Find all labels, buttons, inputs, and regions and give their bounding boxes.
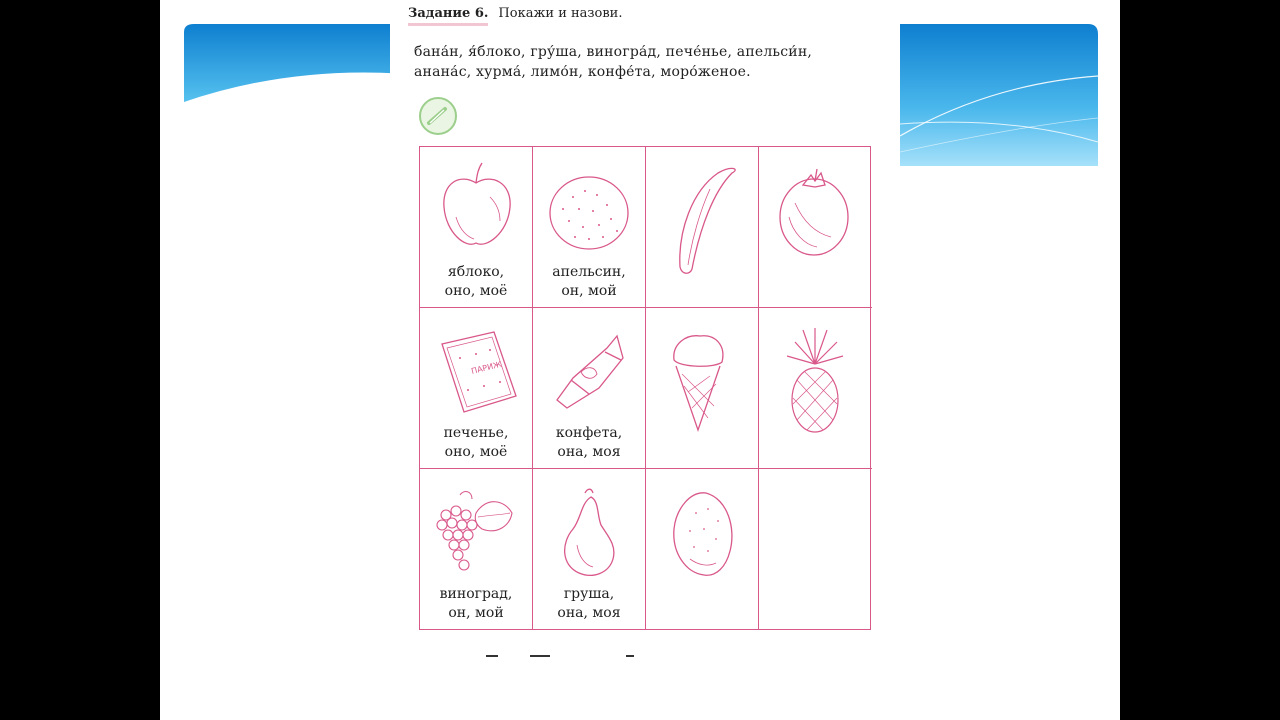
- caption-cookie-pronouns: оно, моё: [444, 444, 508, 460]
- caption-orange: [533, 263, 645, 301]
- caption-cookie: [420, 424, 532, 462]
- grid-cell-cookie: [420, 308, 533, 469]
- orange-icon: [533, 147, 646, 263]
- caption-candy: [533, 424, 645, 462]
- word-list-line-2: анана́с, хурма́, лимо́н, конфе́та, моро́женое.: [414, 64, 751, 80]
- ice-cream-icon: [646, 308, 759, 469]
- textbook-page: [390, 0, 900, 720]
- caption-candy-word: конфета,: [555, 425, 623, 441]
- grid-cell-banana: [646, 147, 759, 308]
- grid-cell-pear: [533, 469, 646, 630]
- caption-pear-word: груша,: [563, 586, 615, 602]
- caption-orange-pronouns: он, мой: [561, 283, 617, 299]
- pineapple-icon: [759, 308, 872, 469]
- caption-apple: [420, 263, 532, 301]
- caption-grapes: [420, 585, 532, 623]
- caption-cookie-word: печенье,: [443, 425, 509, 441]
- grid-cell-pineapple: [759, 308, 872, 469]
- grid-cell-grapes: [420, 469, 533, 630]
- caption-orange-word: апельсин,: [552, 264, 626, 280]
- task-heading: [408, 6, 622, 26]
- svg-text:ПАРИЖ: ПАРИЖ: [470, 359, 503, 376]
- word-list: [414, 42, 812, 82]
- slide: [160, 0, 1120, 720]
- cropped-text-fragment: [530, 655, 550, 657]
- grid-cell-orange: [533, 147, 646, 308]
- listen-badge-icon: [418, 96, 458, 136]
- caption-grapes-word: виноград,: [439, 586, 513, 602]
- caption-grapes-pronouns: он, мой: [448, 605, 504, 621]
- task-instruction: Покажи и назови.: [498, 6, 623, 21]
- grid-cell-candy: [533, 308, 646, 469]
- grid-cell-empty: [759, 469, 872, 630]
- grapes-icon: [420, 469, 533, 585]
- grid-cell-lemon: [646, 469, 759, 630]
- caption-apple-word: яблоко,: [447, 264, 505, 280]
- lemon-icon: [646, 469, 759, 630]
- caption-apple-pronouns: оно, моё: [444, 283, 508, 299]
- grid-cell-apple: [420, 147, 533, 308]
- cookie-icon: [420, 308, 533, 424]
- grid-cell-persimmon: [759, 147, 872, 308]
- persimmon-icon: [759, 147, 872, 263]
- blue-wave-decoration-right: [900, 24, 1098, 166]
- grid-cell-ice-cream: [646, 308, 759, 469]
- banana-icon: [646, 147, 759, 308]
- apple-icon: [420, 147, 533, 263]
- task-number: Задание 6.: [408, 6, 488, 26]
- cropped-text-fragment: [486, 655, 498, 657]
- word-list-line-1: бана́н, я́блоко, гру́ша, виногра́д, пече́нье, апельси́н,: [414, 44, 813, 60]
- candy-icon: [533, 308, 646, 424]
- caption-pear: [533, 585, 645, 623]
- cropped-text-fragment: [626, 655, 634, 657]
- caption-pear-pronouns: она, моя: [557, 605, 621, 621]
- picture-grid: [419, 146, 871, 630]
- caption-candy-pronouns: она, моя: [557, 444, 621, 460]
- pear-icon: [533, 469, 646, 585]
